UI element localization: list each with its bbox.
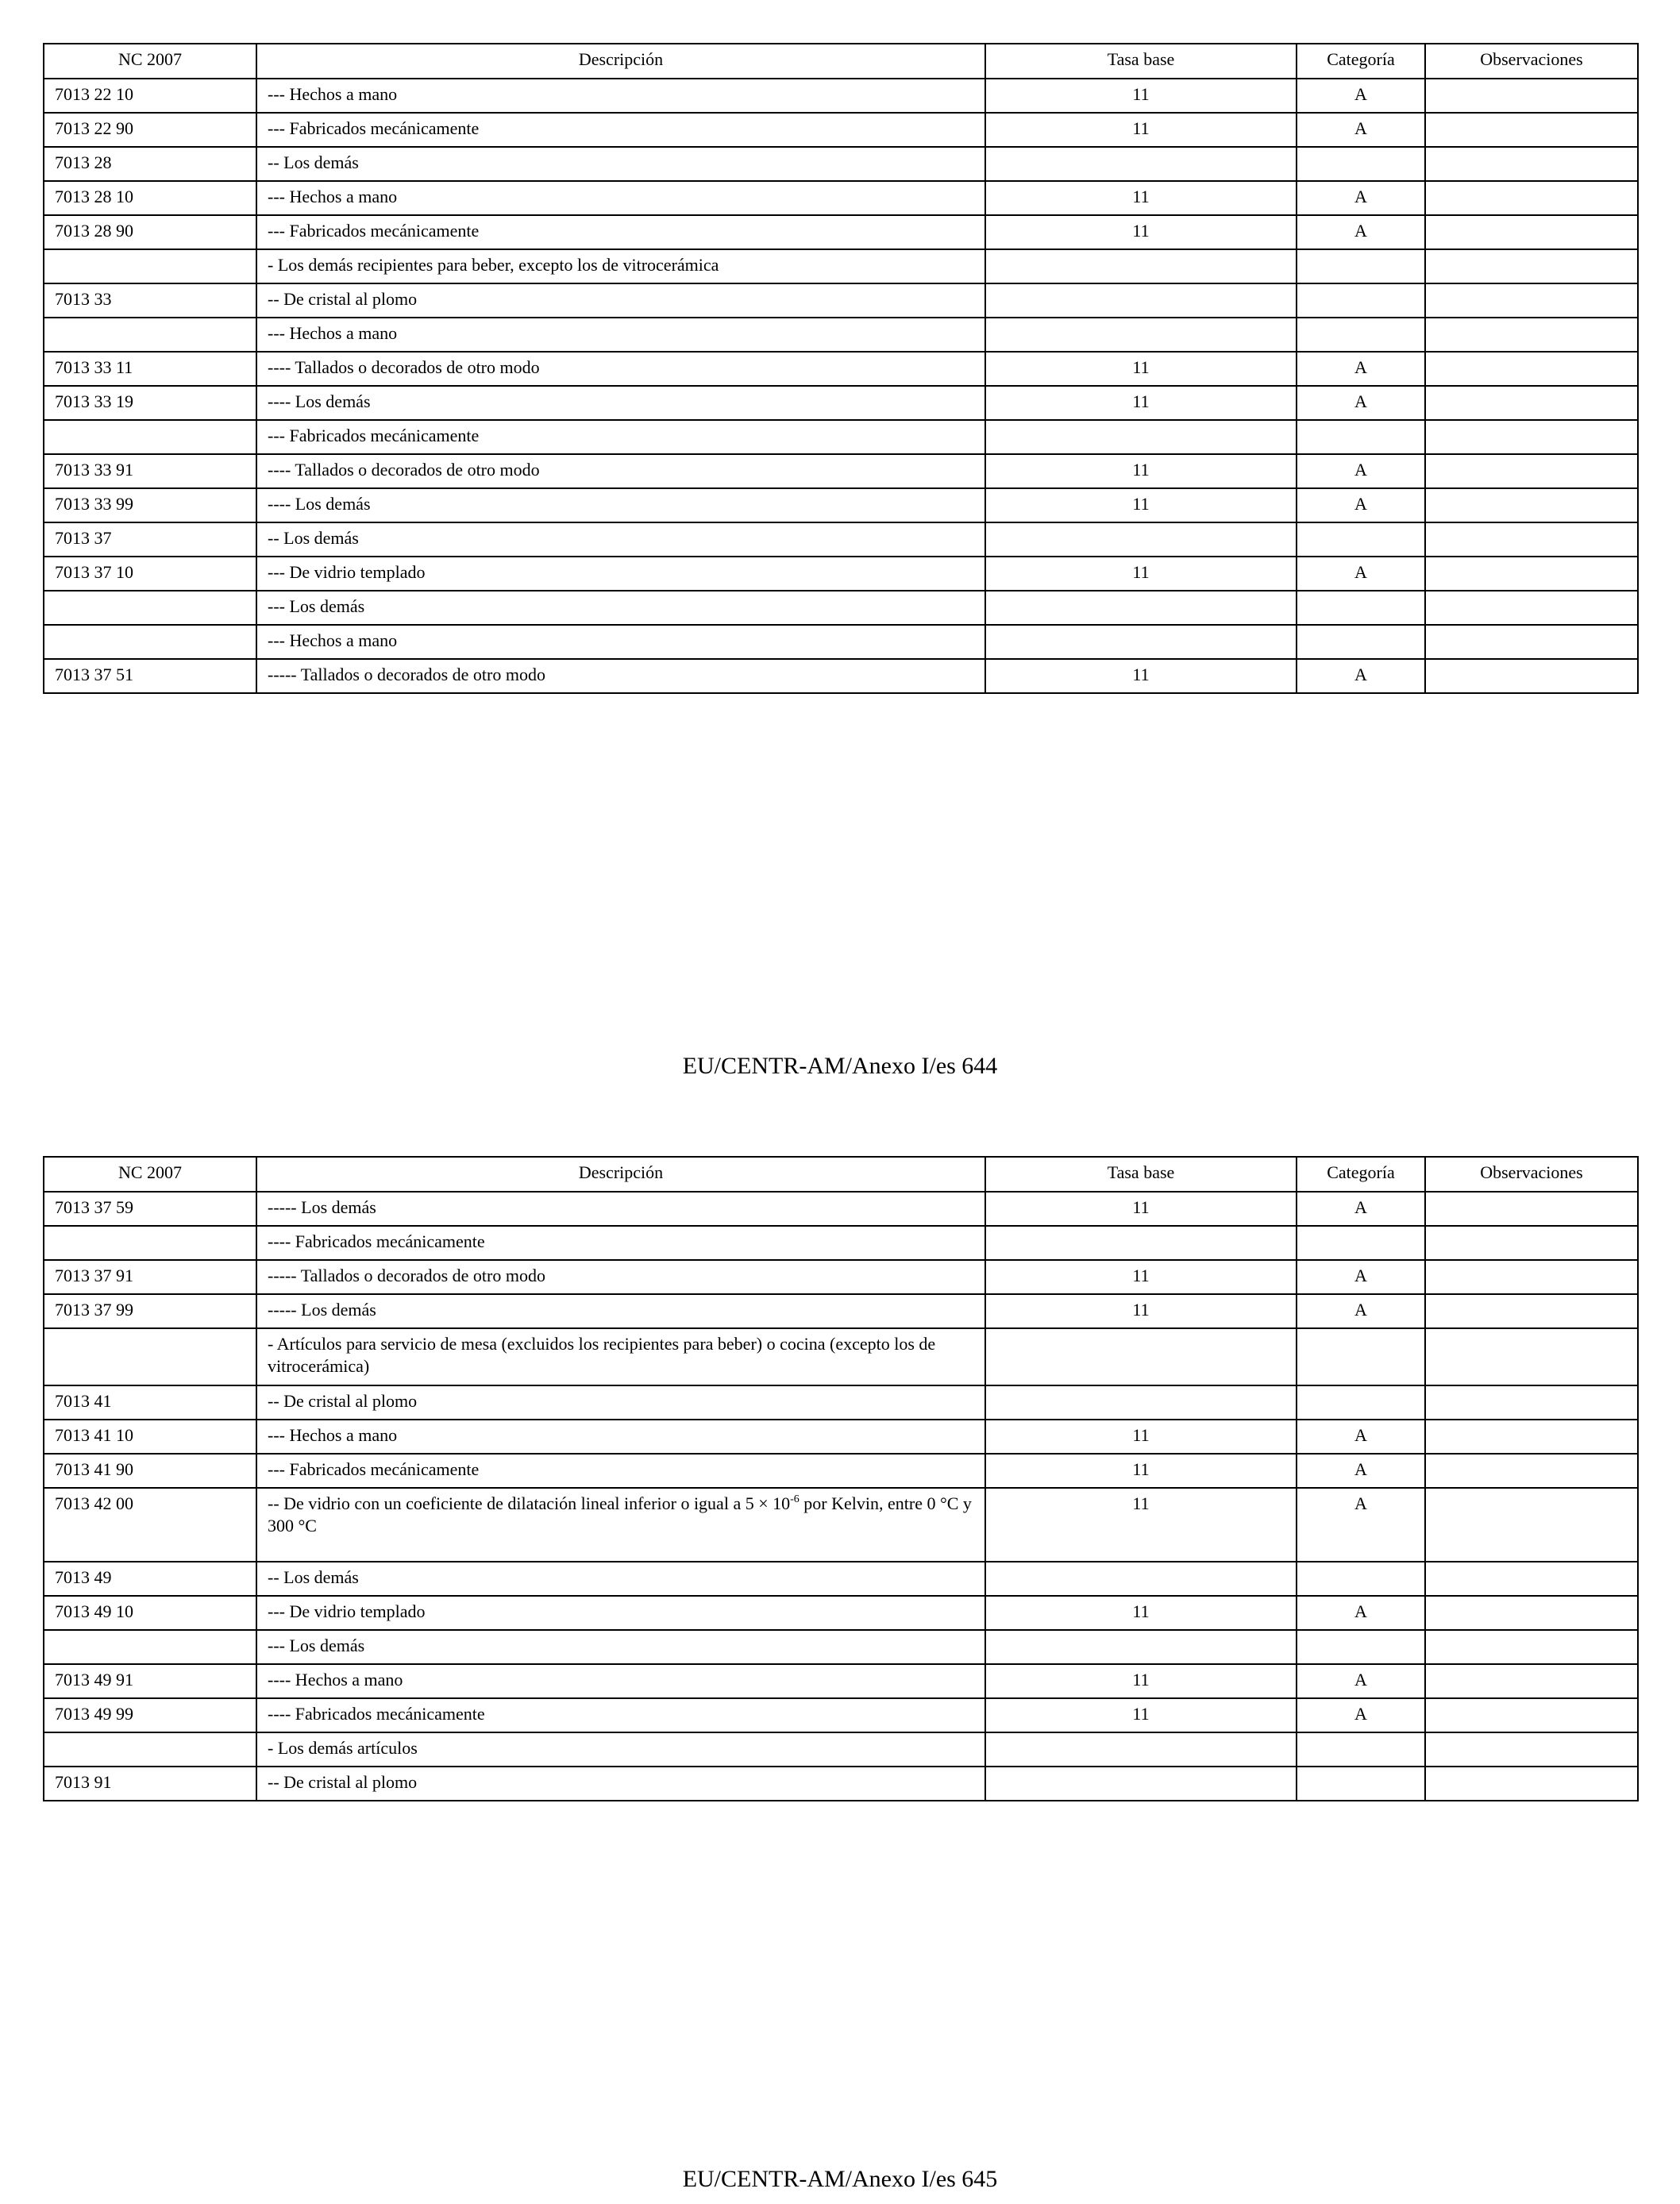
cell-observations — [1425, 215, 1638, 249]
cell-category — [1297, 249, 1425, 283]
table-row — [44, 557, 1638, 591]
cell-description: ---- Tallados o decorados de otro modo — [256, 352, 985, 386]
cell-code: 7013 28 — [44, 147, 256, 181]
header-nc-code: NC 2007 — [44, 44, 256, 79]
cell-rate: 11 — [985, 1596, 1297, 1630]
cell-description: ----- Tallados o decorados de otro modo — [256, 659, 985, 693]
cell-code: 7013 41 — [44, 1385, 256, 1420]
cell-description: -- De cristal al plomo — [256, 1767, 985, 1801]
cell-rate: 11 — [985, 215, 1297, 249]
cell-observations — [1425, 1226, 1638, 1260]
cell-rate — [985, 591, 1297, 625]
cell-category: A — [1297, 1192, 1425, 1226]
cell-category: A — [1297, 386, 1425, 420]
cell-observations — [1425, 420, 1638, 454]
cell-rate — [985, 1328, 1297, 1385]
cell-description: - Los demás recipientes para beber, excepto los de vitrocerámica — [256, 249, 985, 283]
cell-description: -- De cristal al plomo — [256, 1385, 985, 1420]
cell-code: 7013 37 59 — [44, 1192, 256, 1226]
cell-category: A — [1297, 1420, 1425, 1454]
cell-observations — [1425, 1385, 1638, 1420]
cell-category — [1297, 1328, 1425, 1385]
table-body — [44, 1192, 1638, 1801]
cell-observations — [1425, 522, 1638, 557]
cell-code: 7013 28 10 — [44, 181, 256, 215]
cell-rate: 11 — [985, 1420, 1297, 1454]
cell-observations — [1425, 625, 1638, 659]
table-row — [44, 1664, 1638, 1698]
cell-rate — [985, 1562, 1297, 1596]
cell-category: A — [1297, 113, 1425, 147]
cell-observations — [1425, 1454, 1638, 1488]
cell-category: A — [1297, 1454, 1425, 1488]
cell-description: --- Hechos a mano — [256, 318, 985, 352]
cell-description: - Los demás artículos — [256, 1732, 985, 1767]
tariff-table-page-645 — [43, 1156, 1639, 1801]
table-row — [44, 591, 1638, 625]
cell-observations — [1425, 283, 1638, 318]
cell-description: - Artículos para servicio de mesa (excluidos los recipientes para beber) o cocina (excepto los de vitrocerámica) — [256, 1328, 985, 1385]
cell-rate — [985, 1630, 1297, 1664]
cell-observations — [1425, 591, 1638, 625]
cell-category: A — [1297, 1698, 1425, 1732]
cell-rate: 11 — [985, 1294, 1297, 1328]
cell-category: A — [1297, 454, 1425, 488]
cell-description: --- Los demás — [256, 591, 985, 625]
cell-category: A — [1297, 79, 1425, 113]
table-row — [44, 420, 1638, 454]
cell-category — [1297, 625, 1425, 659]
cell-description: ----- Los demás — [256, 1192, 985, 1226]
description-text-continued: por Kelvin, entre 0 °C y 300 °C — [268, 1493, 972, 1535]
tariff-table-page-644 — [43, 43, 1639, 694]
cell-rate — [985, 1767, 1297, 1801]
cell-category: A — [1297, 215, 1425, 249]
cell-rate: 11 — [985, 113, 1297, 147]
cell-observations — [1425, 1732, 1638, 1767]
cell-description: -- Los demás — [256, 147, 985, 181]
cell-rate: 11 — [985, 1260, 1297, 1294]
cell-category — [1297, 1732, 1425, 1767]
cell-code: 7013 22 10 — [44, 79, 256, 113]
page-footer-reference: EU/CENTR-AM/Anexo I/es 644 — [682, 1053, 998, 1079]
cell-rate — [985, 1385, 1297, 1420]
cell-category — [1297, 591, 1425, 625]
cell-description: --- Fabricados mecánicamente — [256, 113, 985, 147]
cell-rate: 11 — [985, 488, 1297, 522]
table-row — [44, 625, 1638, 659]
cell-description: --- De vidrio templado — [256, 557, 985, 591]
cell-rate: 11 — [985, 79, 1297, 113]
cell-code: 7013 33 99 — [44, 488, 256, 522]
cell-observations — [1425, 1630, 1638, 1664]
cell-observations — [1425, 318, 1638, 352]
cell-observations — [1425, 1767, 1638, 1801]
table-row — [44, 454, 1638, 488]
table-row — [44, 659, 1638, 693]
table-row — [44, 1596, 1638, 1630]
cell-description: ----- Tallados o decorados de otro modo — [256, 1260, 985, 1294]
cell-rate: 11 — [985, 1664, 1297, 1698]
cell-code: 7013 37 — [44, 522, 256, 557]
cell-category: A — [1297, 1596, 1425, 1630]
cell-observations — [1425, 659, 1638, 693]
cell-category — [1297, 318, 1425, 352]
cell-code — [44, 420, 256, 454]
table-row — [44, 522, 1638, 557]
cell-rate — [985, 522, 1297, 557]
cell-observations — [1425, 147, 1638, 181]
cell-code: 7013 37 91 — [44, 1260, 256, 1294]
cell-description: ---- Tallados o decorados de otro modo — [256, 454, 985, 488]
cell-category — [1297, 420, 1425, 454]
cell-description: --- Los demás — [256, 1630, 985, 1664]
cell-rate: 11 — [985, 352, 1297, 386]
header-base-rate: Tasa base — [985, 1157, 1297, 1192]
header-description: Descripción — [256, 44, 985, 79]
header-category: Categoría — [1297, 44, 1425, 79]
cell-observations — [1425, 1420, 1638, 1454]
table-row — [44, 79, 1638, 113]
cell-observations — [1425, 557, 1638, 591]
cell-code — [44, 318, 256, 352]
table-row — [44, 1328, 1638, 1385]
cell-observations — [1425, 1488, 1638, 1562]
page-footer-reference: EU/CENTR-AM/Anexo I/es 645 — [682, 2166, 998, 2192]
cell-code — [44, 249, 256, 283]
cell-observations — [1425, 1664, 1638, 1698]
table-row — [44, 1226, 1638, 1260]
description-text: -- De vidrio con un coeficiente de dilatación lineal inferior o igual a 5 × 10 — [268, 1493, 791, 1513]
cell-description: ---- Fabricados mecánicamente — [256, 1698, 985, 1732]
cell-description: --- Hechos a mano — [256, 181, 985, 215]
cell-category — [1297, 1767, 1425, 1801]
cell-code: 7013 33 — [44, 283, 256, 318]
cell-description: -- Los demás — [256, 522, 985, 557]
cell-code — [44, 1328, 256, 1385]
cell-rate — [985, 147, 1297, 181]
cell-description: --- Hechos a mano — [256, 625, 985, 659]
cell-code: 7013 37 99 — [44, 1294, 256, 1328]
cell-code — [44, 1630, 256, 1664]
cell-code: 7013 49 10 — [44, 1596, 256, 1630]
cell-description: -- De cristal al plomo — [256, 283, 985, 318]
header-description: Descripción — [256, 1157, 985, 1192]
cell-rate: 11 — [985, 181, 1297, 215]
cell-observations — [1425, 1328, 1638, 1385]
header-observations: Observaciones — [1425, 1157, 1638, 1192]
cell-category: A — [1297, 1260, 1425, 1294]
cell-code: 7013 91 — [44, 1767, 256, 1801]
table-row — [44, 318, 1638, 352]
table-row — [44, 1385, 1638, 1420]
cell-description: ---- Los demás — [256, 488, 985, 522]
table-row — [44, 1732, 1638, 1767]
cell-code: 7013 49 91 — [44, 1664, 256, 1698]
cell-description: -- Los demás — [256, 1562, 985, 1596]
table-row — [44, 1488, 1638, 1562]
cell-observations — [1425, 1260, 1638, 1294]
cell-rate: 11 — [985, 557, 1297, 591]
table-row — [44, 249, 1638, 283]
cell-category — [1297, 522, 1425, 557]
cell-category: A — [1297, 1664, 1425, 1698]
cell-rate — [985, 420, 1297, 454]
cell-category — [1297, 147, 1425, 181]
cell-code: 7013 28 90 — [44, 215, 256, 249]
table-row — [44, 283, 1638, 318]
cell-rate: 11 — [985, 1488, 1297, 1562]
cell-rate — [985, 283, 1297, 318]
cell-rate: 11 — [985, 659, 1297, 693]
table-row — [44, 488, 1638, 522]
cell-description: ---- Los demás — [256, 386, 985, 420]
cell-observations — [1425, 79, 1638, 113]
cell-category: A — [1297, 352, 1425, 386]
table-row — [44, 1454, 1638, 1488]
table-row — [44, 1767, 1638, 1801]
exponent-superscript: -6 — [790, 1493, 800, 1505]
cell-rate: 11 — [985, 1454, 1297, 1488]
cell-description: --- Fabricados mecánicamente — [256, 215, 985, 249]
table-row — [44, 113, 1638, 147]
cell-description: ---- Hechos a mano — [256, 1664, 985, 1698]
table-row — [44, 1698, 1638, 1732]
table-row — [44, 181, 1638, 215]
cell-description: --- Fabricados mecánicamente — [256, 1454, 985, 1488]
cell-rate — [985, 1732, 1297, 1767]
cell-code: 7013 41 90 — [44, 1454, 256, 1488]
cell-description: ----- Los demás — [256, 1294, 985, 1328]
cell-code — [44, 625, 256, 659]
cell-category: A — [1297, 659, 1425, 693]
cell-rate — [985, 318, 1297, 352]
cell-rate: 11 — [985, 386, 1297, 420]
cell-description: --- Hechos a mano — [256, 79, 985, 113]
cell-observations — [1425, 386, 1638, 420]
cell-category — [1297, 1562, 1425, 1596]
table-body — [44, 79, 1638, 693]
table-row — [44, 1260, 1638, 1294]
table-row — [44, 147, 1638, 181]
header-observations: Observaciones — [1425, 44, 1638, 79]
cell-category: A — [1297, 1294, 1425, 1328]
cell-code: 7013 33 11 — [44, 352, 256, 386]
table-row — [44, 1192, 1638, 1226]
cell-rate — [985, 625, 1297, 659]
cell-rate: 11 — [985, 1698, 1297, 1732]
cell-description: --- Fabricados mecánicamente — [256, 420, 985, 454]
table-row — [44, 1294, 1638, 1328]
cell-code: 7013 49 — [44, 1562, 256, 1596]
table-row — [44, 352, 1638, 386]
cell-description: ---- Fabricados mecánicamente — [256, 1226, 985, 1260]
cell-code: 7013 37 10 — [44, 557, 256, 591]
cell-category — [1297, 1630, 1425, 1664]
cell-observations — [1425, 454, 1638, 488]
header-base-rate: Tasa base — [985, 44, 1297, 79]
cell-rate: 11 — [985, 454, 1297, 488]
table-row — [44, 1562, 1638, 1596]
cell-observations — [1425, 352, 1638, 386]
cell-code: 7013 37 51 — [44, 659, 256, 693]
cell-code: 7013 49 99 — [44, 1698, 256, 1732]
cell-code: 7013 42 00 — [44, 1488, 256, 1562]
cell-observations — [1425, 1596, 1638, 1630]
cell-observations — [1425, 1192, 1638, 1226]
cell-observations — [1425, 249, 1638, 283]
cell-category: A — [1297, 488, 1425, 522]
cell-category — [1297, 1226, 1425, 1260]
cell-code — [44, 1226, 256, 1260]
cell-code: 7013 33 19 — [44, 386, 256, 420]
cell-code — [44, 1732, 256, 1767]
cell-category — [1297, 283, 1425, 318]
cell-description — [256, 1488, 985, 1562]
cell-code: 7013 41 10 — [44, 1420, 256, 1454]
cell-description: --- Hechos a mano — [256, 1420, 985, 1454]
table-row — [44, 1630, 1638, 1664]
cell-rate: 11 — [985, 1192, 1297, 1226]
cell-observations — [1425, 1562, 1638, 1596]
cell-rate — [985, 249, 1297, 283]
cell-category: A — [1297, 557, 1425, 591]
table-row — [44, 215, 1638, 249]
cell-code: 7013 22 90 — [44, 113, 256, 147]
cell-description: --- De vidrio templado — [256, 1596, 985, 1630]
header-nc-code: NC 2007 — [44, 1157, 256, 1192]
cell-code: 7013 33 91 — [44, 454, 256, 488]
table-header-row — [44, 44, 1638, 79]
cell-observations — [1425, 181, 1638, 215]
cell-category: A — [1297, 181, 1425, 215]
cell-rate — [985, 1226, 1297, 1260]
cell-observations — [1425, 1698, 1638, 1732]
table-row — [44, 386, 1638, 420]
cell-category: A — [1297, 1488, 1425, 1562]
table-row — [44, 1420, 1638, 1454]
cell-observations — [1425, 113, 1638, 147]
header-category: Categoría — [1297, 1157, 1425, 1192]
cell-category — [1297, 1385, 1425, 1420]
table-header-row — [44, 1157, 1638, 1192]
cell-code — [44, 591, 256, 625]
cell-observations — [1425, 488, 1638, 522]
cell-observations — [1425, 1294, 1638, 1328]
